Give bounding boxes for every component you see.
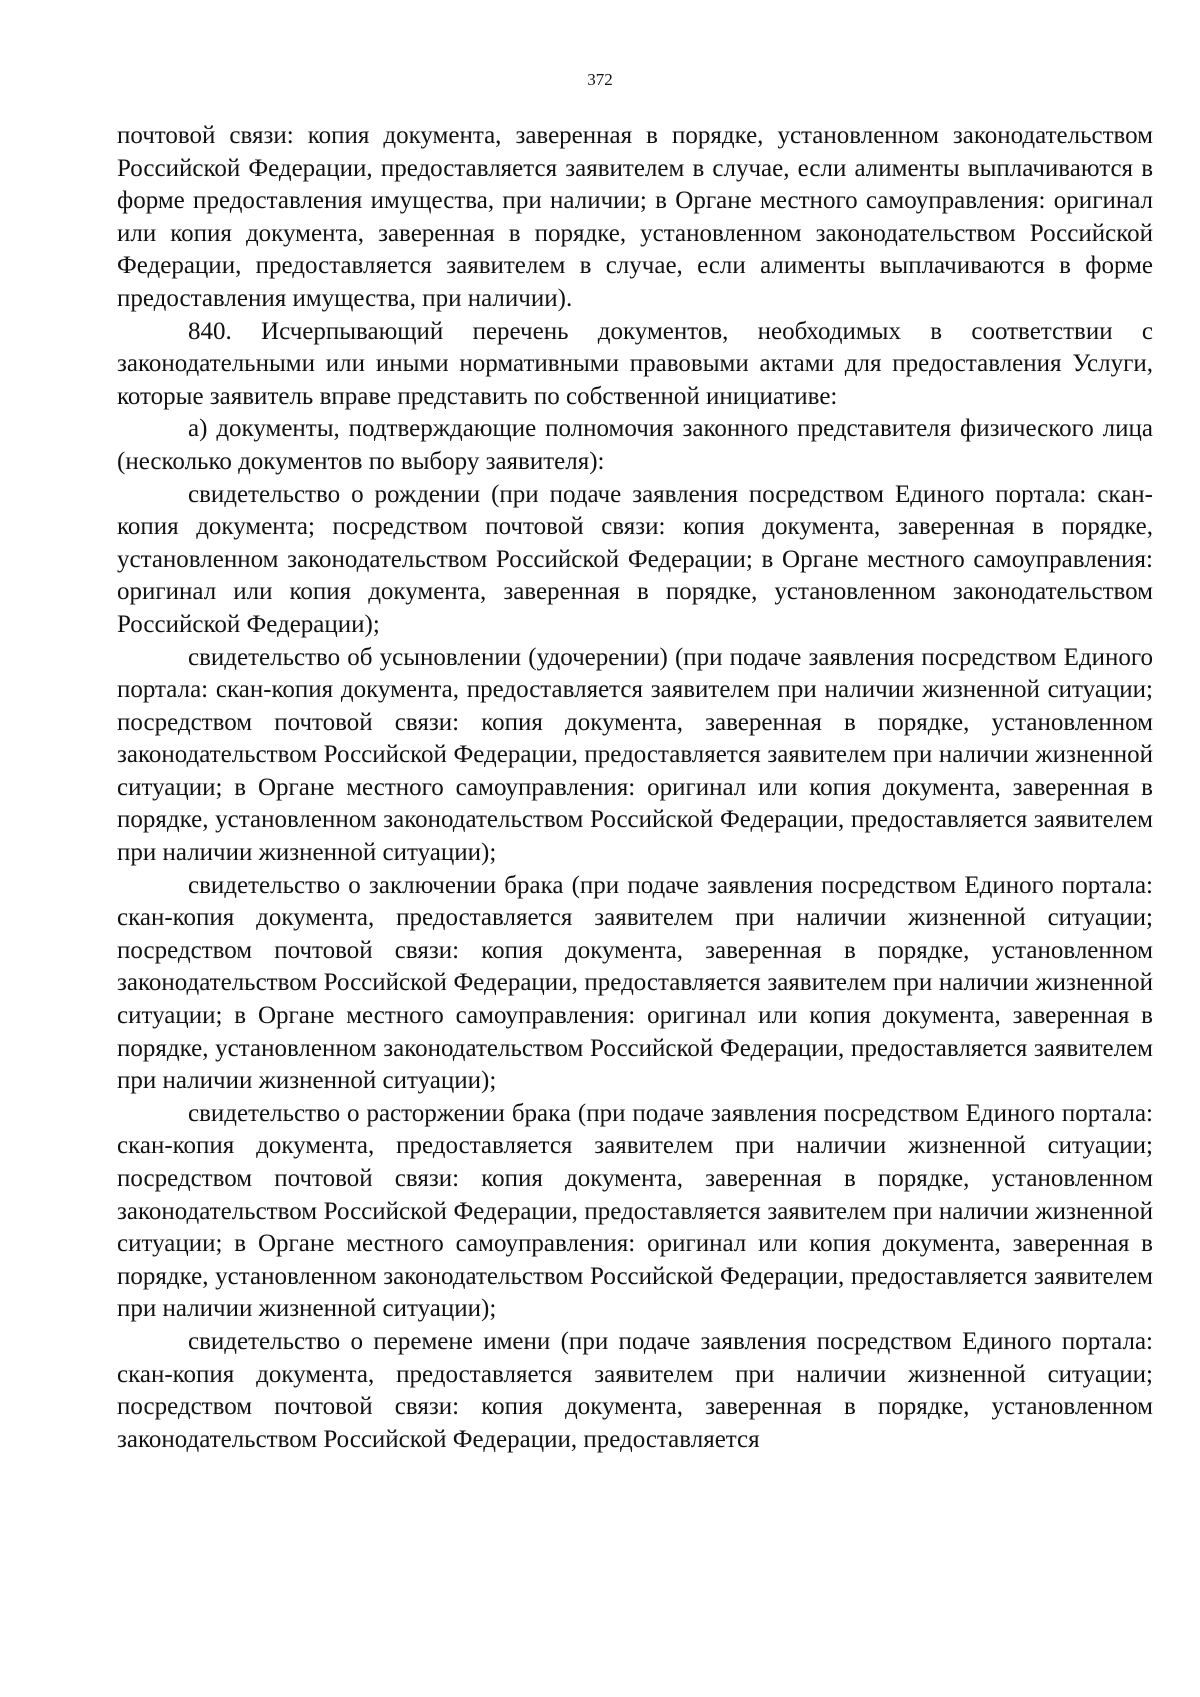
page-number: 372 [587,70,613,89]
paragraph-marriage-certificate: свидетельство о заключении брака (при подаче заявления посредством Единого портала: скан-копия документа, предоставляется заявителем при наличии жизненной ситуации; посредством почтовой связи: копия документа, заверенная в порядке, установленном законодательством Российской Федерации, предоставляется заявителем при наличии жизненной ситуации; в Органе местного самоуправления: оригинал или копия документа, заверенная в порядке, установленном законодательством Российской Федерации, предоставляется заявителем при наличии жизненной ситуации); [117,871,1153,1095]
paragraph-continuation: почтовой связи: копия документа, заверенная в порядке, установленном законодательством Российской Федерации, предоставляется заявителем в случае, если алименты выплачиваются в форме предоставления имущества, при наличии; в Органе местного самоуправления: оригинал или копия документа, заверенная в порядке, установленном законодательством Российской Федерации, предоставляется заявителем в случае, если алименты выплачиваются в форме предоставления имущества, при наличии). [117,122,1153,312]
paragraph-item-840: 840. Исчерпывающий перечень документов, необходимых в соответствии с законодательными или иными нормативными правовыми актами для предоставления Услуги, которые заявитель вправе представить по собственной инициативе: [117,317,1153,410]
document-body [117,120,1153,1456]
paragraph-name-change-certificate: свидетельство о перемене имени (при подаче заявления посредством Единого портала: скан-копия документа, предоставляется заявителем при наличии жизненной ситуации; посредством почтовой связи: копия документа, заверенная в порядке, установленном законодательством Российской Федерации, предоставляется [117,1327,1153,1453]
paragraph-divorce-certificate: свидетельство о расторжении брака (при подаче заявления посредством Единого портала: скан-копия документа, предоставляется заявителем при наличии жизненной ситуации; посредством почтовой связи: копия документа, заверенная в порядке, установленном законодательством Российской Федерации, предоставляется заявителем при наличии жизненной ситуации; в Органе местного самоуправления: оригинал или копия документа, заверенная в порядке, установленном законодательством Российской Федерации, предоставляется заявителем при наличии жизненной ситуации); [117,1099,1153,1323]
paragraph-subitem-a: а) документы, подтверждающие полномочия законного представителя физического лица (несколько документов по выбору заявителя): [117,415,1153,475]
paragraph-birth-certificate: свидетельство о рождении (при подаче заявления посредством Единого портала: скан-копия документа; посредством почтовой связи: копия документа, заверенная в порядке, установленном законодательством Российской Федерации; в Органе местного самоуправления: оригинал или копия документа, заверенная в порядке, установленном законодательством Российской Федерации); [117,480,1153,638]
paragraph-adoption-certificate: свидетельство об усыновлении (удочерении) (при подаче заявления посредством Единого портала: скан-копия документа, предоставляется заявителем при наличии жизненной ситуации; посредством почтовой связи: копия документа, заверенная в порядке, установленном законодательством Российской Федерации, предоставляется заявителем при наличии жизненной ситуации; в Органе местного самоуправления: оригинал или копия документа, заверенная в порядке, установленном законодательством Российской Федерации, предоставляется заявителем при наличии жизненной ситуации); [117,643,1153,867]
